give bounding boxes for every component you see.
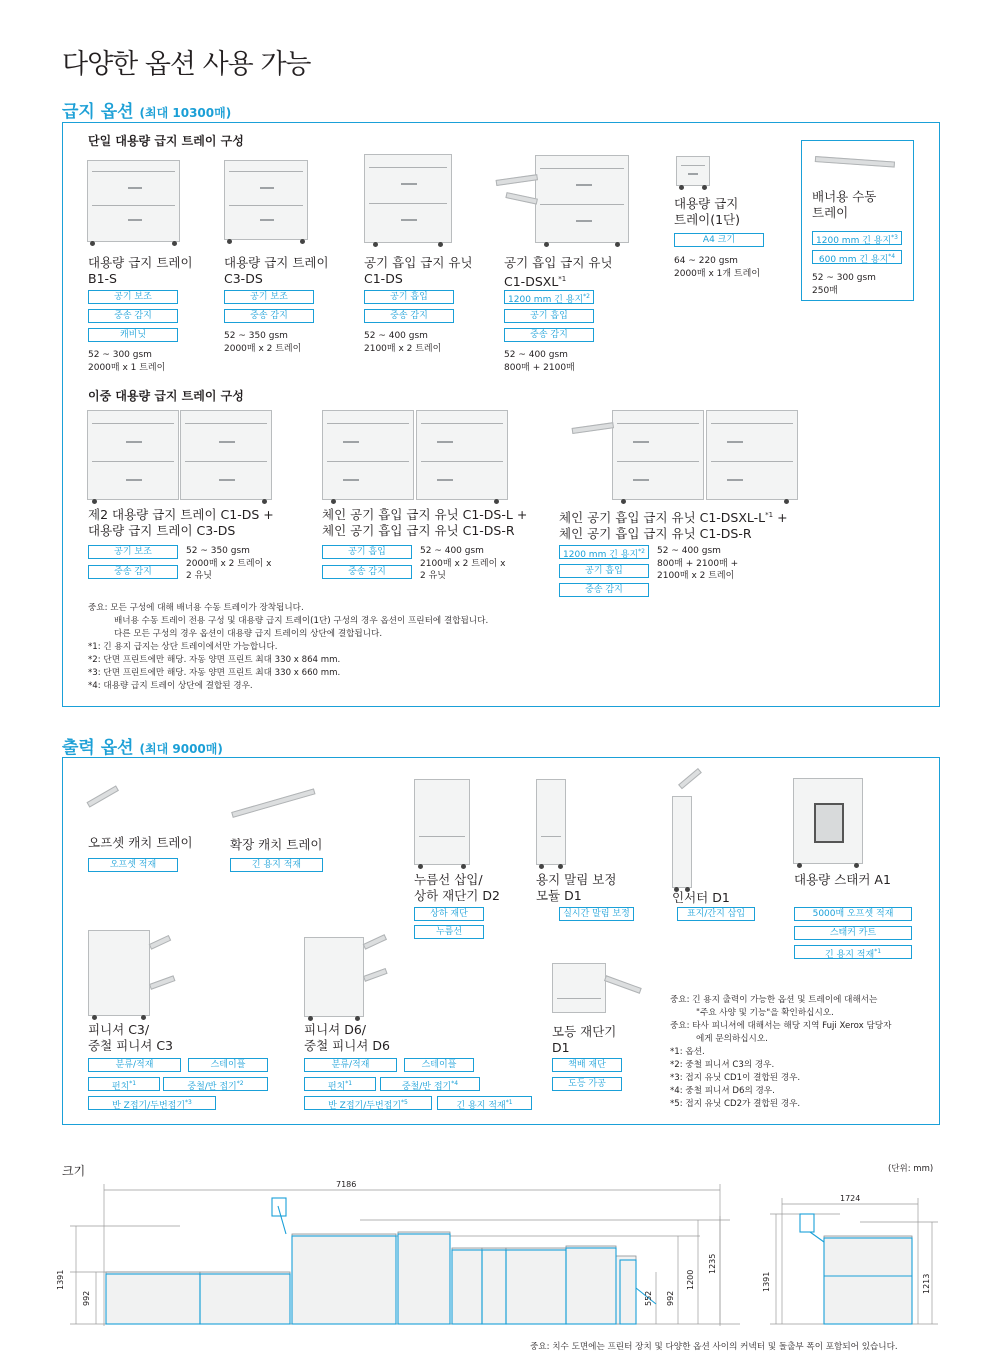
dim-width-total: 7186 [336,1180,357,1189]
c3-image [88,930,150,1016]
b1s-image [87,160,180,242]
trimmer-image [552,963,606,1013]
c1ds-spec: 52 ~ 400 gsm 2100매 x 2 트레이 [364,331,442,354]
dim-h1213: 1213 [922,1273,931,1294]
c3-name: 피니셔 C3/ 중철 피니셔 C3 [88,1022,174,1053]
c3ds-tag-air-assist: 공기 보조 [224,290,314,304]
c1dsxl-tag-double-feed: 중송 감지 [504,328,594,342]
d2-spec: 52 ~ 400 gsm 2100매 x 2 트레이 x 2 유닛 [420,546,506,581]
d6-tag-zfold: 반 Z접기/두번접기$^{*5}$ [304,1096,432,1110]
output-notes: 중요: 긴 용지 출력이 가능한 옵션 및 트레이에 대해서는 "주요 사양 및 기능"을 확인하십시오. 중요: 타사 피니셔에 대해서는 해당 지역 Fuji Xerox 담당자 에게 문의하십시오. *1: 옵션. *2: 중철 피니셔 C3의 경우. *3: 접지 유닛 CD1이 결합된 경우. *4: 중철 피니셔 D6의 경우. *5: 접지 유닛 CD2가 결합된 경우. [670,995,892,1109]
stacker-tag-offset: 5000매 오프셋 적재 [794,907,912,921]
stacker-image [793,778,863,864]
d2-image-left [322,410,414,500]
c3ds-spec: 52 ~ 350 gsm 2000매 x 2 트레이 [224,331,302,354]
trimmer-tag-face: 책배 재단 [552,1058,622,1072]
d1-image-left [87,410,179,500]
d1-image-right [180,410,272,500]
d6-tag-saddle: 중철/반 접기$^{*4}$ [380,1077,480,1091]
offset-tag: 오프셋 적재 [88,858,178,872]
ext-tag: 긴 용지 적재 [230,858,323,872]
c3-tag-staple: 스테이플 [188,1058,268,1072]
dims-footnote: 중요: 치수 도면에는 프린터 장치 및 다양한 옵션 사이의 커넥터 및 돌출부 폭이 포함되어 있습니다. [530,1342,898,1352]
trimmer-tag-spine: 도등 가공 [552,1077,622,1091]
d2-tag-double-feed: 중송 감지 [322,565,412,579]
c1ds-tag-air-suction: 공기 흡입 [364,290,454,304]
tray1-image [676,156,710,186]
d1-tag-air-assist: 공기 보조 [88,545,178,559]
d3-image-right [706,410,798,500]
dim-h552: 552 [644,1290,653,1306]
crease-image [414,779,470,865]
d1-spec: 52 ~ 350 gsm 2000매 x 2 트레이 x 2 유닛 [186,546,272,581]
dim-h992-right: 992 [666,1290,675,1306]
dim-h1391-side: 1391 [762,1271,771,1292]
b1s-tag-cabinet: 캐비닛 [88,328,178,342]
offset-name: 오프셋 캐치 트레이 [88,835,193,850]
tray1-name: 대용량 급지 트레이(1단) [674,196,741,227]
tray1-tag-a4: A4 크기 [674,233,764,247]
d3-spec: 52 ~ 400 gsm 800매 + 2100매 + 2100매 x 2 트레이 [657,546,739,581]
output-section-title: 출력 옵션 (최대 9000매) [62,738,223,758]
d1-tag-double-feed: 중송 감지 [88,565,178,579]
b1s-tag-air-assist: 공기 보조 [88,290,178,304]
stacker-name: 대용량 스태커 A1 [794,872,891,887]
banner-spec: 52 ~ 300 gsm 250매 [812,273,876,296]
dim-h1200: 1200 [686,1269,695,1290]
dim-h992-left: 992 [82,1290,91,1306]
c3-tag-zfold: 반 Z접기/두번접기$^{*3}$ [88,1096,216,1110]
d6-tag-long: 긴 용지 적재$^{*1}$ [437,1096,532,1110]
trimmer-name: 모등 재단기 D1 [552,1024,617,1055]
d3-tag-double-feed: 중송 감지 [559,583,649,597]
c3-tag-saddle: 중철/반 접기$^{*2}$ [163,1077,268,1091]
d3-image-left [612,410,704,500]
c3ds-image [224,160,308,240]
banner-tag-600: 600 mm 긴 용지$^{*4}$ [812,250,902,264]
dim-width-side: 1724 [840,1194,861,1203]
crease-tag-crease: 누름선 [414,925,484,939]
page-title: 다양한 옵션 사용 가능 [62,49,311,80]
decurl-tag: 실시간 말림 보정 [559,907,634,921]
d1-name: 제2 대용량 급지 트레이 C1-DS + 대용량 급지 트레이 C3-DS [88,507,274,538]
dim-h1391-left: 1391 [56,1269,65,1290]
inserter-tag: 표지/간지 삽입 [677,907,755,921]
d6-image [304,937,364,1017]
feed-notes: 중요: 모든 구성에 대해 배너용 수동 트레이가 장착됩니다. 배너용 수동 트레이 전용 구성 및 대용량 급지 트레이(1단) 구성의 경우 옵션이 프린터에 결합됩니다. 다른 모든 구성의 경우 옵션이 대용량 급지 트레이의 상단에 결합됩니다. *1: 긴 용지 급지는 상단 트레이에서만 가능합니다. *2: 단면 프린트에만 해당. 자동 양면 프린트 최대 330 x 864 mm. *3: 단면 프린트에만 해당. 자동 양면 프린트 최대 330 x 660 mm. *4: 대용량 급지 트레이 상단에 결합된 경우. [88,603,489,691]
b1s-spec: 52 ~ 300 gsm 2000매 x 1 트레이 [88,350,166,373]
decurl-image [536,779,566,865]
decurl-name: 용지 말림 보정 모듈 D1 [536,872,617,903]
b1s-tag-double-feed: 중송 감지 [88,309,178,323]
dims-unit: (단위: mm) [888,1164,934,1174]
banner-name: 배너용 수동 트레이 [812,189,877,220]
c1ds-tag-double-feed: 중송 감지 [364,309,454,323]
d3-tag-air-suction: 공기 흡입 [559,564,649,578]
d6-tag-punch: 펀치$^{*1}$ [304,1077,376,1091]
ext-name: 확장 캐치 트레이 [230,837,323,852]
c3ds-name: 대용량 급지 트레이 C3-DS [224,255,329,286]
crease-tag-trim: 상하 재단 [414,907,484,921]
c1dsxl-name: 공기 흡입 급지 유닛 C1-DSXL$^{*1}$ [504,255,613,290]
dim-h1235: 1235 [708,1253,717,1274]
inserter-image [672,796,692,888]
stacker-tag-long: 긴 용지 적재$^{*1}$ [794,945,912,959]
front-dimension-drawing [60,1176,740,1336]
b1s-name: 대용량 급지 트레이 B1-S [88,255,193,286]
inserter-name: 인서터 D1 [672,890,730,905]
c1ds-image [364,154,452,243]
c1ds-name: 공기 흡입 급지 유닛 C1-DS [364,255,473,286]
banner-tag-1200: 1200 mm 긴 용지$^{*3}$ [812,231,902,245]
c1dsxl-image [535,155,629,243]
d2-tag-air-suction: 공기 흡입 [322,545,412,559]
tray1-spec: 64 ~ 220 gsm 2000매 x 1개 트레이 [674,256,761,279]
d6-name: 피니셔 D6/ 중철 피니셔 D6 [304,1022,390,1053]
d6-tag-staple: 스테이플 [404,1058,474,1072]
d3-name: 체인 공기 흡입 급지 유닛 $C1-DSXL-L^{*1}$ + 체인 공기 흡입 급지 유닛 C1-DS-R [559,510,788,542]
feed-section-title: 급지 옵션 (최대 10300매) [62,102,232,122]
d6-tag-sort: 분류/적재 [304,1058,397,1072]
c1dsxl-tag-long-paper: 1200 mm 긴 용지$^{*2}$ [504,290,594,304]
c3-tag-sort: 분류/적재 [88,1058,181,1072]
d3-tag-long-paper: 1200 mm 긴 용지$^{*2}$ [559,545,649,559]
c3-tag-punch: 펀치$^{*1}$ [88,1077,160,1091]
d2-name: 체인 공기 흡입 급지 유닛 C1-DS-L + 체인 공기 흡입 급지 유닛 C1-DS-R [322,507,528,538]
c1dsxl-tag-air-suction: 공기 흡입 [504,309,594,323]
dims-title: 크기 [62,1164,86,1178]
double-config-heading: 이중 대용량 급지 트레이 구성 [88,389,244,403]
crease-name: 누름선 삽입/ 상하 재단기 D2 [414,872,500,903]
c3ds-tag-double-feed: 중송 감지 [224,309,314,323]
single-config-heading: 단일 대용량 급지 트레이 구성 [88,134,244,148]
c1dsxl-spec: 52 ~ 400 gsm 800매 + 2100매 [504,350,575,373]
stacker-tag-cart: 스태커 카트 [794,926,912,940]
d2-image-right [416,410,508,500]
